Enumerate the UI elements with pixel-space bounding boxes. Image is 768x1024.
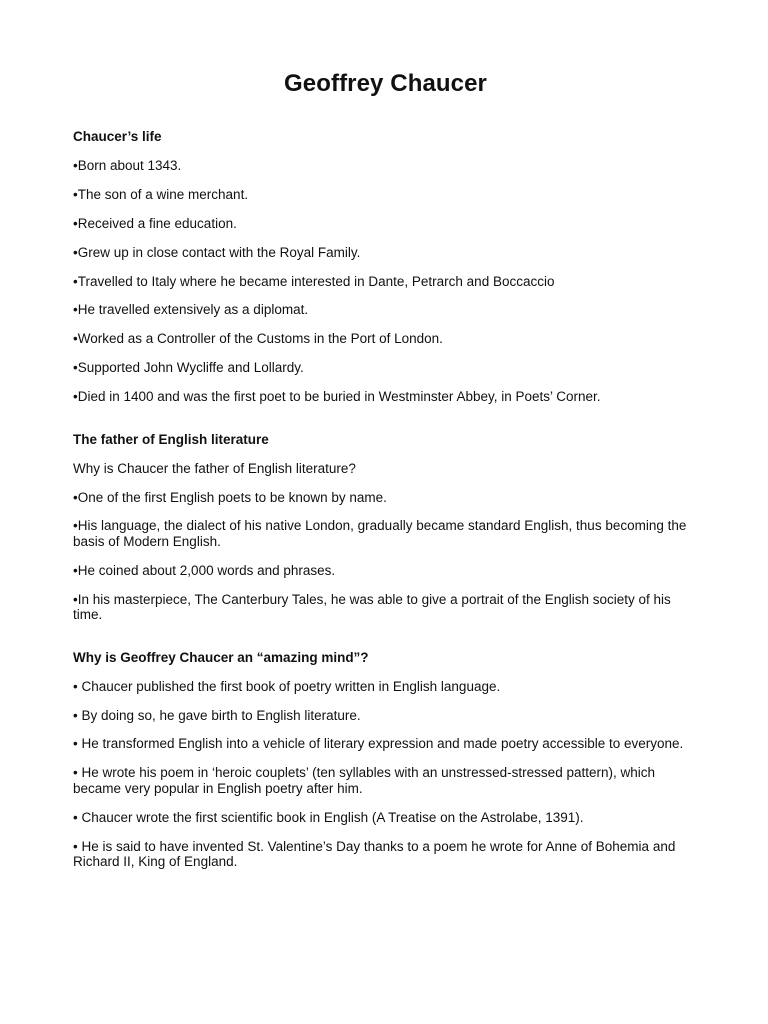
paragraph: •One of the first English poets to be known by name. [73, 489, 387, 505]
paragraph: •His language, the dialect of his native London, gradually became standard English, thus becoming the basis of Modern English. [73, 518, 687, 549]
paragraph: • He wrote his poem in ‘heroic couplets’ (ten syllables with an unstressed-stressed pattern), which became very popular in English poetry after him. [73, 765, 655, 796]
section-heading: The father of English literature [73, 431, 269, 447]
paragraph: •Died in 1400 and was the first poet to be buried in Westminster Abbey, in Poets’ Corner. [73, 389, 601, 405]
paragraph: •He coined about 2,000 words and phrases. [73, 562, 336, 578]
paragraph: •He travelled extensively as a diplomat. [73, 302, 309, 318]
paragraph: •Supported John Wycliffe and Lollardy. [73, 360, 304, 376]
section-heading: Why is Geoffrey Chaucer an “amazing mind”? [73, 649, 369, 665]
paragraph: •Travelled to Italy where he became interested in Dante, Petrarch and Boccaccio [73, 273, 555, 289]
paragraph: •In his masterpiece, The Canterbury Tales, he was able to give a portrait of the English society of his time. [73, 591, 671, 623]
section-amazing-mind [73, 650, 698, 870]
paragraph: • Chaucer wrote the first scientific book in English (A Treatise on the Astrolabe, 1391). [73, 809, 584, 825]
section-heading: Chaucer’s life [73, 129, 162, 144]
paragraph: •Received a fine education. [73, 215, 237, 231]
paragraph: •Grew up in close contact with the Royal Family. [73, 244, 361, 260]
page-title: Geoffrey Chaucer [284, 70, 487, 97]
paragraph: • He transformed English into a vehicle of literary expression and made poetry accessible to everyone. [73, 736, 684, 752]
section-chaucers-life [73, 129, 698, 405]
paragraph: • Chaucer published the first book of poetry written in English language. [73, 678, 501, 694]
paragraph: •Worked as a Controller of the Customs in the Port of London. [73, 331, 443, 347]
paragraph: •The son of a wine merchant. [73, 186, 249, 202]
section-father-of-english-literature [73, 432, 698, 623]
paragraph: • By doing so, he gave birth to English literature. [73, 707, 361, 723]
paragraph: •Born about 1343. [73, 158, 182, 173]
paragraph: Why is Chaucer the father of English literature? [73, 460, 356, 476]
paragraph: • He is said to have invented St. Valentine’s Day thanks to a poem he wrote for Anne of Bohemia and Richard II, King of England. [73, 838, 676, 870]
